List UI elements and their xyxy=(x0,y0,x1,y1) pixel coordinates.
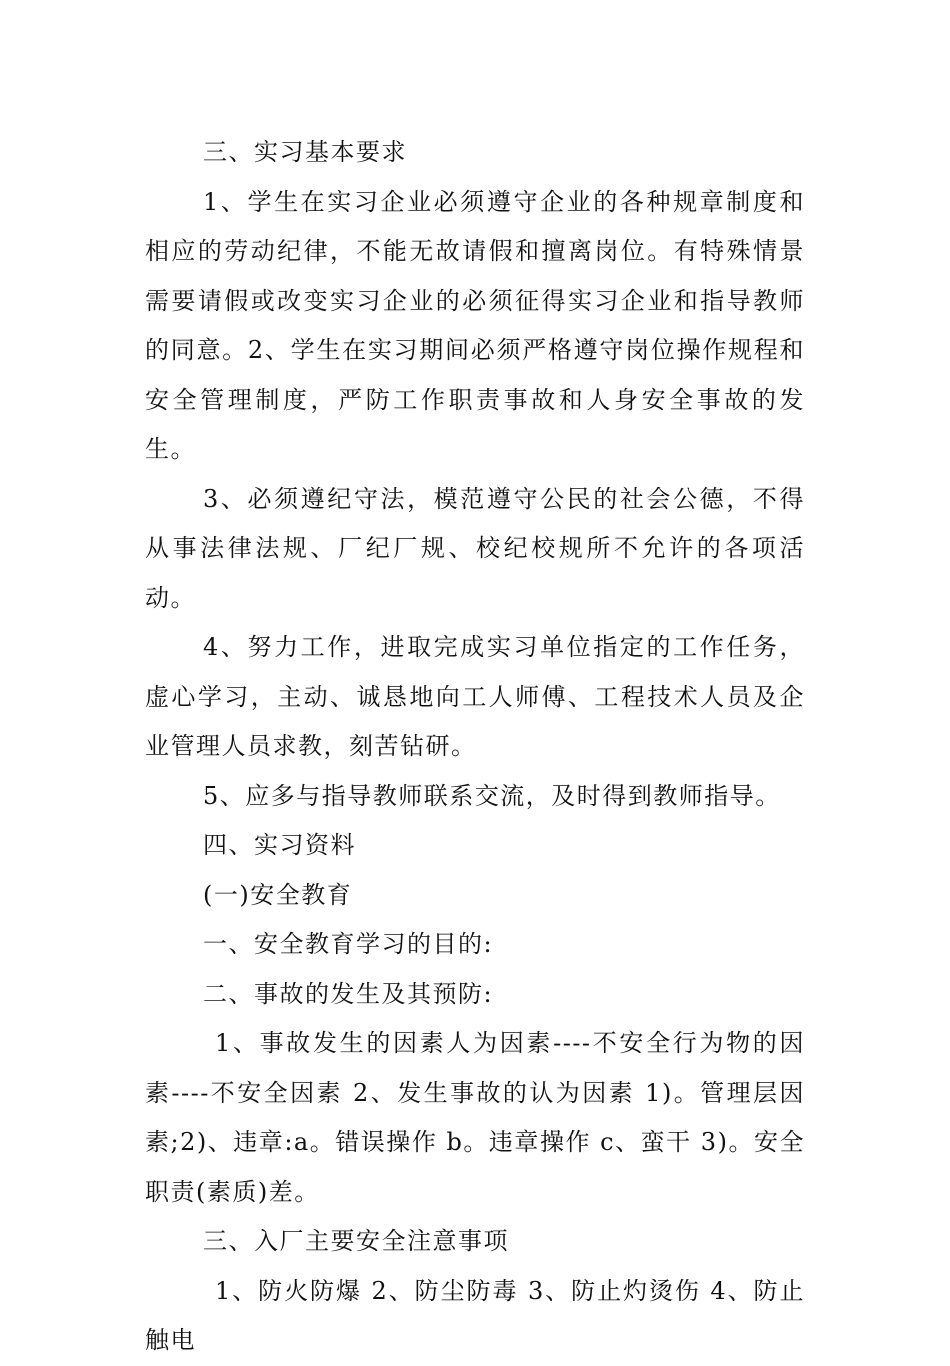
paragraph-requirement-4: 4、努力工作，进取完成实习单位指定的工作任务，虚心学习，主动、诚恳地向工人师傅、工程技术人员及企业管理人员求教，刻苦钻研。 xyxy=(145,633,805,760)
heading-factory-safety-notes: 三、入厂主要安全注意事项 xyxy=(203,1227,509,1255)
paragraph-requirement-5: 5、应多与指导教师联系交流，及时得到教师指导。 xyxy=(203,781,781,810)
paragraph-accident-factors: 1、事故发生的因素人为因素----不安全行为物的因素----不安全因素 2、发生事故的认为因素 1)。管理层因素;2)、违章:a。错误操作 b。违章操作 c、蛮干 3)。安全职责(素质)差。 xyxy=(145,1029,805,1206)
heading-safety-education-purpose: 一、安全教育学习的目的: xyxy=(203,930,494,958)
heading-accident-prevention: 二、事故的发生及其预防: xyxy=(203,979,494,1008)
section-heading-internship-materials: 四、实习资料 xyxy=(203,831,356,859)
paragraph-requirement-3: 3、必须遵纪守法，模范遵守公民的社会公德，不得从事法律法规、厂纪厂规、校纪校规所不允许的各项活动。 xyxy=(145,484,805,612)
paragraph-requirement-1-2: 1、学生在实习企业必须遵守企业的各种规章制度和相应的劳动纪律，不能无故请假和擅离岗位。有特殊情景需要请假或改变实习企业的必须征得实习企业和指导教师的同意。2、学生在实习期间必须严格遵守岗位操作规程和安全管理制度，严防工作职责事故和人身安全事故的发生。 xyxy=(145,187,805,463)
document-body xyxy=(145,128,805,1366)
paragraph-safety-items: 1、防火防爆 2、防尘防毒 3、防止灼烫伤 4、防止触电 xyxy=(145,1276,805,1354)
section-heading-basic-requirements: 三、实习基本要求 xyxy=(203,138,407,166)
subsection-heading-safety-education: (一)安全教育 xyxy=(203,880,353,909)
